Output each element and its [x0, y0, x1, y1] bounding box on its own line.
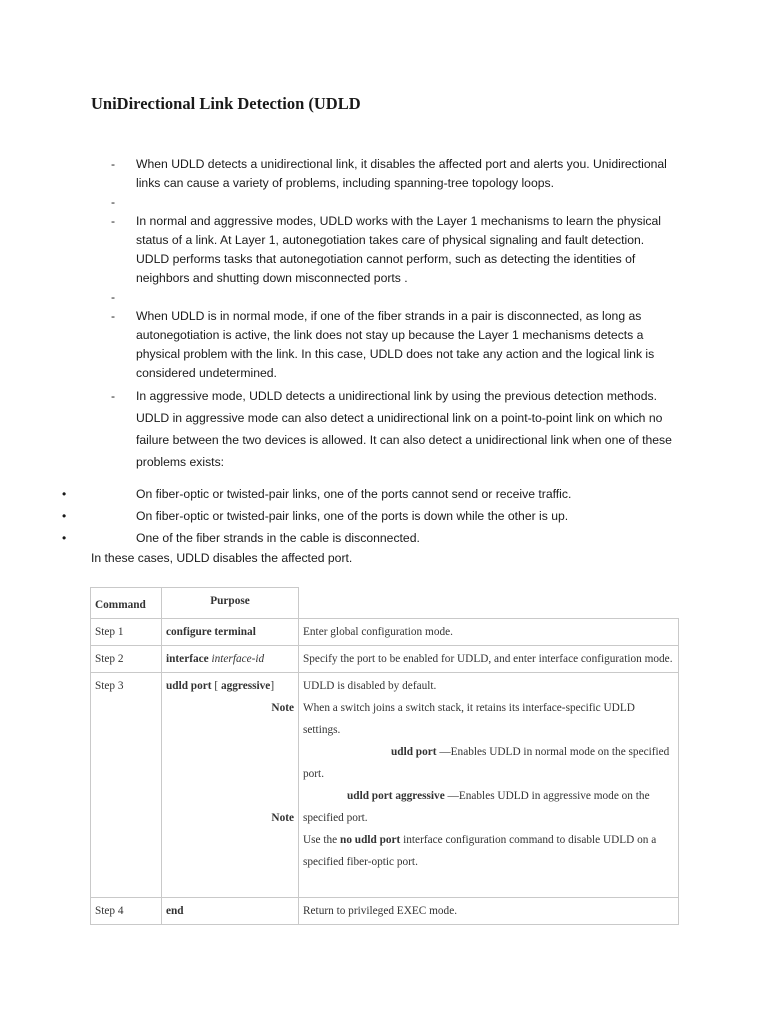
dash-item-text: In normal and aggressive modes, UDLD works with the Layer 1 mechanisms to learn the physical status of a link. At Layer 1, autonegotiation takes care of physical signaling and fault detection. UDLD performs tasks that autonegotiation cannot perform, such as detecting the identities of neighbors and shutting down misconnected ports . — [136, 214, 661, 285]
bullet-item — [0, 527, 768, 549]
purpose-note — [303, 829, 674, 873]
dash-marker: - — [111, 290, 116, 304]
option-command: udld port — [391, 746, 437, 758]
bullet-marker: • — [62, 509, 67, 523]
cases-paragraph: In these cases, UDLD disables the affected port. — [91, 551, 353, 565]
bullet-text: On fiber-optic or twisted-pair links, one of the ports cannot send or receive traffic. — [136, 487, 572, 501]
purpose-cell — [299, 673, 679, 898]
dash-marker: - — [111, 389, 116, 403]
note-text: Use the — [303, 834, 341, 846]
note-command: no udld port — [340, 834, 401, 846]
header-purpose-label: Purpose — [210, 595, 250, 607]
header-purpose — [162, 588, 299, 619]
option-text: —Enables UDLD in normal mode on the specified port. — [303, 746, 670, 780]
table-row — [91, 898, 679, 925]
purpose-cell: Enter global configuration mode. — [299, 619, 679, 646]
step-cell: Step 4 — [91, 898, 162, 925]
bullet-list — [0, 483, 768, 549]
command-arg: interface-id — [211, 653, 265, 665]
command-text: interface — [166, 653, 209, 665]
command-option: aggressive — [220, 680, 271, 692]
dash-marker: - — [111, 195, 116, 209]
dash-item-empty — [0, 193, 676, 212]
command-cell — [162, 619, 299, 646]
purpose-option — [303, 785, 674, 829]
dash-item — [0, 307, 676, 383]
dash-item — [0, 385, 676, 473]
command-cell — [162, 898, 299, 925]
table-row — [91, 673, 679, 898]
bracket-open: [ — [214, 680, 219, 692]
bullet-text: One of the fiber strands in the cable is disconnected. — [136, 531, 420, 545]
dash-marker: - — [111, 309, 116, 323]
purpose-cell: Return to privileged EXEC mode. — [299, 898, 679, 925]
note-label — [166, 697, 294, 719]
dash-item-text: In aggressive mode, UDLD detects a unidirectional link by using the previous detection methods. UDLD in aggressive mode can also detect a unidirectional link on a point-to-point link on which no failure between the two devices is allowed. It can also detect a unidirectional link when one of these problems exists: — [136, 389, 672, 469]
dash-item-text: When UDLD is in normal mode, if one of the fiber strands in a pair is disconnected, as long as autonegotiation is active, the link does not stay up because the Layer 1 mechanisms detects a physical problem with the link. In this case, UDLD does not take any action and the logical link is considered undetermined. — [136, 309, 655, 380]
bullet-marker: • — [62, 531, 67, 545]
dash-item — [0, 155, 676, 193]
bracket-close: ] — [270, 680, 275, 692]
purpose-option — [303, 741, 674, 785]
purpose-cell: Specify the port to be enabled for UDLD, and enter interface configuration mode. — [299, 646, 679, 673]
header-command-label: Command — [95, 599, 146, 611]
option-text: —Enables UDLD in aggressive mode on the specified port. — [303, 790, 650, 824]
dash-marker: - — [111, 214, 116, 228]
document-title: UniDirectional Link Detection (UDLD — [91, 94, 361, 113]
bullet-text: On fiber-optic or twisted-pair links, one of the ports is down while the other is up. — [136, 509, 569, 523]
purpose-line: UDLD is disabled by default. — [303, 680, 437, 692]
step-cell: Step 2 — [91, 646, 162, 673]
table-row — [91, 646, 679, 673]
step-cell: Step 3 — [91, 673, 162, 898]
dash-list — [0, 155, 768, 473]
note-label — [166, 807, 294, 829]
table-header-row — [91, 588, 679, 619]
note-label-text: Note — [271, 702, 294, 714]
bullet-item — [0, 505, 768, 527]
purpose-note: When a switch joins a switch stack, it retains its interface-specific UDLD settings. — [303, 702, 635, 736]
command-cell — [162, 646, 299, 673]
bullet-marker: • — [62, 487, 67, 501]
header-empty — [299, 588, 679, 619]
step-cell: Step 1 — [91, 619, 162, 646]
note-label-text: Note — [271, 812, 294, 824]
command-text: end — [166, 905, 184, 917]
bullet-item — [0, 483, 768, 505]
command-cell — [162, 673, 299, 898]
header-command — [91, 588, 162, 619]
command-line — [166, 680, 274, 692]
dash-item-empty — [0, 288, 676, 307]
note-text: interface configuration command to disable UDLD on a specified fiber-optic port. — [303, 834, 657, 868]
udld-config-table — [90, 587, 679, 925]
command-text: configure terminal — [166, 626, 256, 638]
dash-item-text: When UDLD detects a unidirectional link, it disables the affected port and alerts you. Unidirectional links can cause a variety of problems, including spanning-tree topology loops. — [136, 157, 667, 190]
dash-item — [0, 212, 676, 288]
table-row — [91, 619, 679, 646]
dash-marker: - — [111, 157, 116, 171]
command-text: udld port — [166, 680, 212, 692]
option-command: udld port aggressive — [347, 790, 445, 802]
